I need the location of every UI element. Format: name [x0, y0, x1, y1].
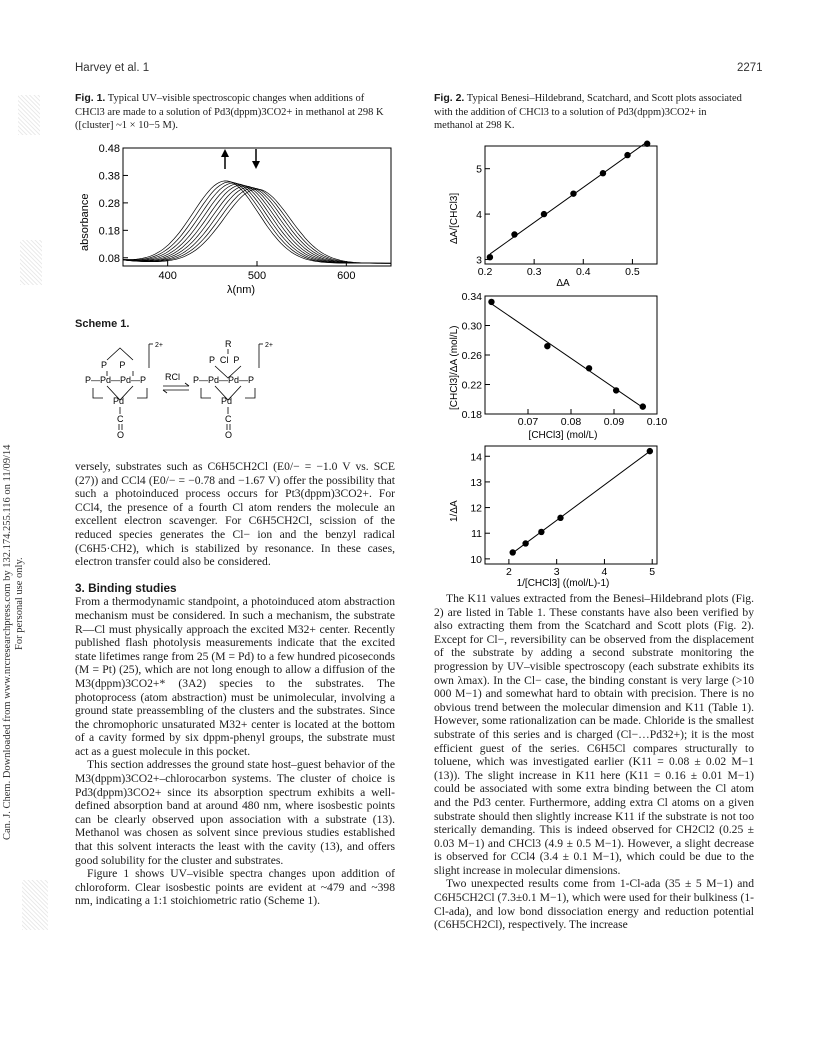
fig1-spectrum-curve	[123, 183, 391, 263]
fig2-data-point	[586, 365, 592, 371]
scheme1-right-pd: Pd	[221, 396, 233, 406]
fig2-data-point	[510, 549, 516, 555]
scheme1-right-c: C	[225, 414, 232, 424]
fig2-x-tick-label: 0.09	[603, 416, 625, 428]
fig1-arrow-down	[252, 149, 260, 169]
fig1-y-axis	[99, 143, 128, 265]
fig2-panel-scatchard	[445, 290, 670, 440]
download-notice-line1: Can. J. Chem. Downloaded from www.nrcresearchpress.com by 132.174.255.116 on 11/09/14	[2, 444, 13, 840]
fig2c-xlabel: 1/[CHCl3] ((mol/L)-1)	[516, 578, 610, 588]
fig1-caption	[75, 92, 395, 133]
fig2-data-point	[538, 529, 544, 535]
fig1-label: Fig. 1.	[75, 92, 106, 104]
page-number: 2271	[737, 62, 763, 74]
fig2-data-point	[647, 448, 653, 454]
fig2a-points	[487, 141, 651, 261]
scheme1-equilibrium	[163, 372, 189, 393]
fig2-data-point	[511, 231, 517, 237]
scheme1-left-mid: P—Pd—Pd—P	[85, 375, 147, 385]
fig2a-xlabel: ΔA	[556, 278, 570, 288]
fig1-arrow-up	[221, 149, 229, 169]
scheme1-right-mid: P—Pd—Pd—P	[193, 375, 255, 385]
fig2b-axes	[462, 291, 668, 428]
paragraph-binding-1: From a thermodynamic standpoint, a photoinduced atom abstraction mechanism must be considered. In such a mechanism, the substrate R—Cl must physically approach the excited M32+ center. Recently published flash photolysis measurements indicate that the excited state lifetimes range from 25 (M = Pd) to a few hundred picoseconds (M = Pt) (25), which are not long enough to allow a diffusion of the M3(dppm)3CO2+* (3A2) species to the substrates. The photoprocess (atom abstraction) must be unimolecular, involving a ground state preassembling of the clusters and the substrates. Since the chromophoric unsaturated M32+ center is located at the bottom of a cavity formed by six dppm-phenyl groups, the substrate must act as a guest molecule in this pocket.	[75, 595, 395, 758]
scheme1-left-cluster	[85, 342, 163, 438]
fig2-y-tick-label: 11	[471, 528, 482, 541]
fig1-x-axis	[158, 261, 355, 282]
fig2a-ylabel: ΔA/[CHCl3]	[449, 192, 460, 244]
fig2a-plot-frame	[485, 146, 657, 264]
fig1-chart	[75, 143, 400, 298]
fig1-x-tick-label: 500	[247, 270, 267, 282]
scheme1-left-c: C	[117, 414, 124, 424]
fig2-y-tick-label: 10	[470, 553, 482, 566]
fig2-x-tick-label: 3	[553, 566, 560, 578]
scheme1-drawing	[85, 338, 315, 438]
fig1-y-tick-label: 0.48	[98, 143, 120, 155]
fig2-y-tick-label: 0.30	[461, 320, 482, 333]
fig2-x-tick-label: 0.07	[517, 416, 539, 428]
scheme1-left-pd: Pd	[113, 396, 125, 406]
download-notice	[2, 140, 26, 840]
fig2-data-point	[640, 403, 646, 409]
scheme1-left-charge: 2+	[155, 342, 163, 349]
fig2-fit-line	[491, 304, 642, 408]
fig2c-points	[510, 448, 654, 556]
fig2-label: Fig. 2.	[434, 92, 465, 104]
scheme1-right-o: O	[225, 430, 233, 438]
paragraph-electron-transfer: versely, substrates such as C6H5CH2Cl (E0/− = −1.0 V vs. SCE (27)) and CCl4 (E0/− = −0.78 and −1.67 V) offer the possibility that such a photoinduced process occurs for Pt3(dppm)3CO2+. For CCl4, the presence of a fourth Cl atom renders the molecule an excellent electron scavenger. For C6H5CH2Cl, scission of the reduced species generates the Cl− ion and the benzyl radical (C6H5·CH2), which is stabilized by resonance. In these cases, electron transfer could also be considered.	[75, 460, 395, 569]
fig2-y-tick-label: 0.18	[461, 409, 482, 421]
fig2-x-tick-label: 0.2	[477, 266, 493, 278]
fig2-data-point	[600, 170, 606, 176]
fig2-data-point	[644, 141, 650, 147]
fig2-x-tick-label: 0.3	[526, 266, 542, 278]
fig2-y-tick-label: 12	[470, 502, 482, 515]
paragraph-binding-2: This section addresses the ground state host–guest behavior of the M3(dppm)3CO2+–chlorocarbon systems. The cluster of choice is Pd3(dppm)3CO2+ since its absorption spectrum exhibits a well-defined absorption band at around 480 nm, where isosbestic points can be clearly observed upon association with a substrate (13). Methanol was chosen as solvent since previous studies established that this solvent interacts the least with the cavity (13), and offers good solubility for the cluster and substrates.	[75, 758, 395, 867]
scheme1-right-r: R	[225, 339, 232, 349]
fig2-y-tick-label: 0.34	[461, 291, 482, 303]
fig2-y-tick-label: 0.26	[461, 350, 482, 362]
fig2-data-point	[624, 152, 630, 158]
fig2-data-point	[557, 515, 563, 521]
fig2-x-tick-label: 0.4	[575, 266, 591, 278]
fig2-x-tick-label: 5	[649, 566, 656, 578]
fig2-y-tick-label: 5	[476, 163, 482, 176]
scheme1-left-top: P P	[101, 360, 126, 370]
fig1-xlabel: λ(nm)	[226, 284, 256, 296]
fig2-y-tick-label: 3	[476, 254, 482, 267]
fig2-panel-scott	[445, 440, 670, 588]
scheme1-left-o: O	[117, 430, 125, 438]
fig2-x-tick-label: 0.08	[560, 416, 582, 428]
fig2b-plot-frame	[485, 296, 657, 414]
fig2-fit-line	[513, 451, 650, 553]
fig2c-axes	[470, 451, 655, 578]
fig2-y-tick-label: 13	[470, 476, 482, 489]
scheme1-right-cluster	[193, 339, 273, 438]
fig2-caption	[434, 92, 744, 133]
fig2c-ylabel: 1/ΔA	[449, 500, 460, 522]
fig1-x-tick-label: 600	[337, 270, 356, 282]
fig2-data-point	[522, 540, 528, 546]
fig2c-plot-frame	[485, 446, 657, 564]
fig2b-points	[488, 299, 646, 410]
paragraph-binding-3: Figure 1 shows UV–visible spectra changes upon addition of chloroform. Clear isosbestic points are evident at ~479 and ~398 nm, indicating a 1:1 stoichiometric ratio (Scheme 1).	[75, 867, 395, 908]
fig2-data-point	[544, 343, 550, 349]
fig2a-axes	[476, 164, 640, 278]
fig1-spectrum-curve	[123, 182, 391, 263]
fig1-x-tick-label: 400	[158, 270, 177, 282]
fig2-data-point	[541, 211, 547, 217]
fig2-x-tick-label: 2	[505, 566, 512, 578]
fig2-panel-benesi-hildebrand	[445, 140, 670, 288]
fig2-y-tick-label: 4	[476, 209, 482, 222]
fig1-y-tick-label: 0.18	[98, 225, 120, 238]
fig2-x-tick-label: 0.5	[625, 266, 640, 278]
fig1-spectra	[123, 181, 391, 263]
fig2-caption-text: Typical Benesi–Hildebrand, Scatchard, and Scott plots associated with the addition of CHCl3 to a solution of Pd3(dppm)3CO2+ in methanol at 298 K.	[434, 93, 742, 131]
right-column	[434, 592, 754, 932]
fig1-y-tick-label: 0.38	[98, 170, 120, 183]
running-header-left: Harvey et al. 1	[75, 62, 150, 74]
fig1-y-tick-label: 0.28	[98, 197, 120, 210]
left-column	[75, 460, 395, 908]
download-notice-line2: For personal use only.	[14, 557, 25, 650]
section-title-binding-studies: 3. Binding studies	[75, 580, 177, 595]
fig2-y-tick-label: 0.22	[461, 379, 482, 392]
fig2b-xlabel: [CHCl3] (mol/L)	[528, 430, 598, 440]
fig1-caption-text: Typical UV–visible spectroscopic changes when additions of CHCl3 are made to a solution of Pd3(dppm)3CO2+ in methanol at 298 K ([cluster] ~1 × 10−5 M).	[75, 93, 384, 131]
scan-artifact	[18, 95, 40, 135]
paragraph-unexpected-results: Two unexpected results come from 1-Cl-ada (35 ± 5 M−1) and C6H5CH2Cl (7.3±0.1 M−1), which were used for their bulkiness (1-Cl-ada), and low bond dissociation energy and reduction potential (C6H5CH2Cl), respectively. The increase	[434, 877, 754, 932]
fig1-ylabel: absorbance	[79, 193, 91, 251]
fig2-data-point	[613, 387, 619, 393]
fig2-y-tick-label: 14	[470, 451, 482, 464]
paragraph-k11-values: The K11 values extracted from the Benesi–Hildebrand plots (Fig. 2) are listed in Table 1. These constants have also been verified by also extracting them from the Scatchard and Scott plots (Fig. 2). Except for Cl−, reversibility can be observed from the displacement of the substrate by adding a second substrate monitoring the progression by UV–visible spectroscopy (each substrate exhibits its own λmax). In the Cl− case, the binding constant is very large (>10 000 M−1) and somewhat hard to obtain with precision. There is no obvious trend between the molecular dimension and K11 (Table 1). However, some rationalization can be made. Chloride is the smallest substrate of this series and is charged (Cl−…Pd32+); it is the most efficient guest of the series. C6H5Cl compares structurally to toluene, which was investigated earlier (K11 = 0.08 ± 0.02 M−1 (13)). The slight increase in K11 here (K11 = 0.16 ± 0.01 M−1) could be associated with some extra binding between the Cl atom and the Pd3 center. Furthermore, adding extra Cl atoms on a given substrate should then slightly increase K11 if the substrate is not too sterically demanding. This is indeed observed for CH2Cl2 (0.25 ± 0.03 M−1) and CHCl3 (4.9 ± 0.5 M−1). However, a slight decrease is observed for CCl4 (3.4 ± 0.1 M−1), which could be due to the slight increase in molecular dimensions.	[434, 592, 754, 877]
fig2-x-tick-label: 4	[601, 566, 608, 578]
fig1-spectrum-curve	[123, 184, 391, 263]
fig2-data-point	[488, 299, 494, 305]
scheme1-label: Scheme 1.	[75, 318, 130, 330]
fig2b-ylabel: [CHCl3]/ΔA (mol/L)	[449, 325, 460, 410]
fig1-y-tick-label: 0.08	[98, 252, 120, 265]
scan-artifact	[22, 880, 48, 930]
scheme1-reagent: RCl	[165, 372, 180, 382]
scheme1-right-charge: 2+	[265, 342, 273, 349]
fig2-data-point	[570, 190, 576, 196]
scheme1-right-cl: P Cl P	[209, 355, 240, 365]
fig2-data-point	[487, 254, 493, 260]
fig2-x-tick-label: 0.10	[646, 416, 668, 428]
